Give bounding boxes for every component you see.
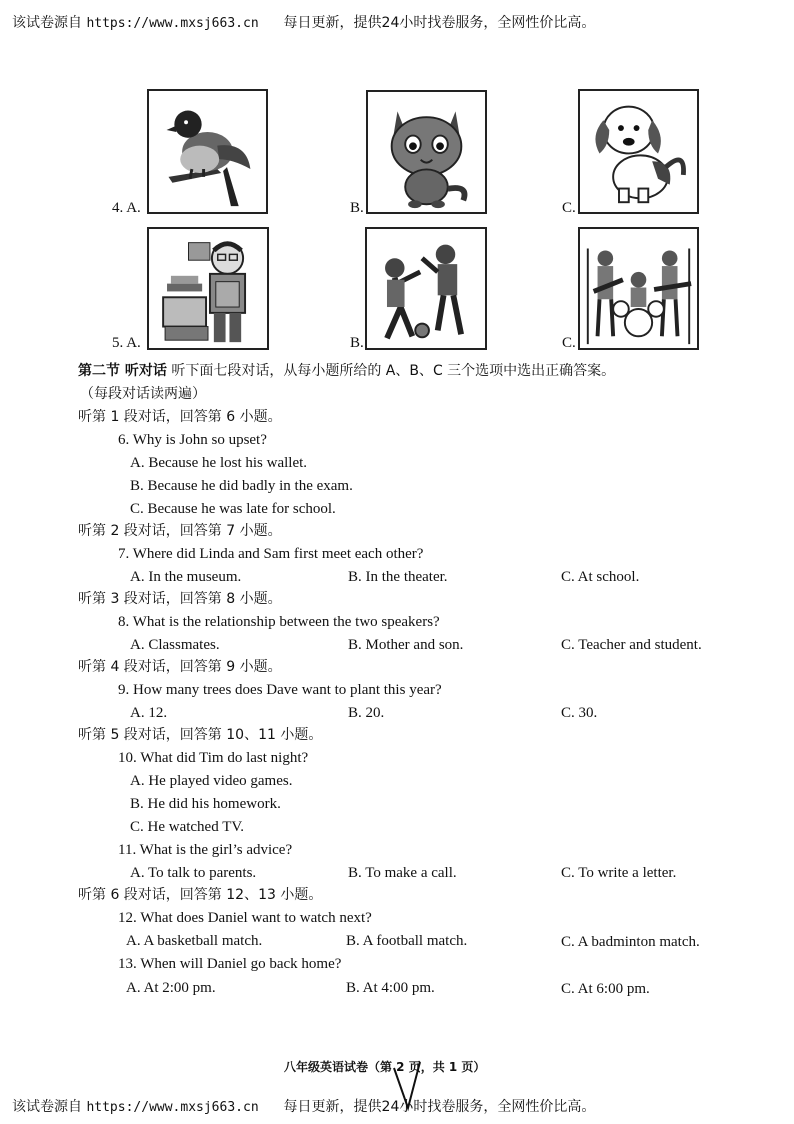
q7-option-b[interactable]: B. In the theater. [348, 569, 448, 585]
q4-option-a-label: 4. A. [112, 200, 141, 216]
q8-option-a[interactable]: A. Classmates. [130, 637, 220, 653]
q8-option-b[interactable]: B. Mother and son. [348, 637, 464, 653]
reading-man-icon [147, 227, 269, 350]
dialogue-intro-3: 听第 3 段对话，回答第 8 小题。 [78, 591, 282, 607]
footer-url[interactable]: https://www.mxsj663.cn [86, 1100, 259, 1115]
q10-stem: 10. What did Tim do last night? [118, 750, 309, 766]
cat-icon [366, 90, 487, 214]
q11-option-c[interactable]: C. To write a letter. [561, 865, 677, 881]
source-footer [12, 1096, 595, 1116]
band-icon [578, 227, 699, 350]
q8-stem: 8. What is the relationship between the two speakers? [118, 614, 440, 630]
q6-option-b[interactable]: B. Because he did badly in the exam. [130, 478, 353, 494]
q4-option-c-label: C. [562, 200, 576, 216]
q11-stem: 11. What is the girl’s advice? [118, 842, 293, 858]
footer-right-text: 每日更新，提供24小时找卷服务，全网性价比高。 [283, 1099, 596, 1115]
dialogue-intro-4: 听第 4 段对话，回答第 9 小题。 [78, 659, 282, 675]
section-note: （每段对话读两遍） [80, 386, 206, 402]
section-title: 第二节 听对话 [78, 363, 167, 379]
q10-option-a[interactable]: A. He played video games. [130, 773, 293, 789]
header-url[interactable]: https://www.mxsj663.cn [86, 16, 259, 31]
q7-option-a[interactable]: A. In the museum. [130, 569, 242, 585]
q10-option-b[interactable]: B. He did his homework. [130, 796, 281, 812]
q12-stem: 12. What does Daniel want to watch next? [118, 910, 372, 926]
q7-stem: 7. Where did Linda and Sam first meet each other? [118, 546, 424, 562]
dialogue-intro-6: 听第 6 段对话，回答第 12、13 小题。 [78, 887, 323, 903]
section-heading [78, 362, 615, 380]
q12-option-a[interactable]: A. A basketball match. [126, 933, 263, 949]
q9-option-a[interactable]: A. 12. [130, 705, 168, 721]
q10-option-c[interactable]: C. He watched TV. [130, 819, 245, 835]
q13-option-a[interactable]: A. At 2:00 pm. [126, 980, 216, 996]
basketball-players-icon [365, 227, 487, 350]
dog-icon [578, 89, 699, 214]
q8-option-c[interactable]: C. Teacher and student. [561, 637, 702, 653]
q13-stem: 13. When will Daniel go back home? [118, 956, 342, 972]
q6-stem: 6. Why is John so upset? [118, 432, 267, 448]
footer-left-text: 该试卷源自 [12, 1099, 82, 1115]
q13-option-b[interactable]: B. At 4:00 pm. [346, 980, 435, 996]
q5-option-b-label: B. [350, 335, 364, 351]
header-right-text: 每日更新，提供24小时找卷服务，全网性价比高。 [283, 15, 596, 31]
q9-option-b[interactable]: B. 20. [348, 705, 385, 721]
q12-option-b[interactable]: B. A football match. [346, 933, 468, 949]
source-header [12, 12, 595, 32]
q12-option-c[interactable]: C. A badminton match. [561, 934, 700, 950]
q11-option-b[interactable]: B. To make a call. [348, 865, 457, 881]
q11-option-a[interactable]: A. To talk to parents. [130, 865, 257, 881]
page-number-footer: 八年级英语试卷（第 2 页，共 1 页） [284, 1060, 486, 1074]
q6-option-a[interactable]: A. Because he lost his wallet. [130, 455, 308, 471]
q5-option-c-label: C. [562, 335, 576, 351]
q13-option-c[interactable]: C. At 6:00 pm. [561, 981, 650, 997]
dialogue-intro-2: 听第 2 段对话，回答第 7 小题。 [78, 523, 282, 539]
q9-option-c[interactable]: C. 30. [561, 705, 598, 721]
section-instruction: 听下面七段对话，从每小题所给的 A、B、C 三个选项中选出正确答案。 [171, 363, 616, 379]
dialogue-intro-1: 听第 1 段对话，回答第 6 小题。 [78, 409, 282, 425]
q9-stem: 9. How many trees does Dave want to plant this year? [118, 682, 442, 698]
dialogue-intro-5: 听第 5 段对话，回答第 10、11 小题。 [78, 727, 323, 743]
q5-option-a-label: 5. A. [112, 335, 141, 351]
q7-option-c[interactable]: C. At school. [561, 569, 640, 585]
header-left-text: 该试卷源自 [12, 15, 82, 31]
q6-option-c[interactable]: C. Because he was late for school. [130, 501, 336, 517]
q4-option-b-label: B. [350, 200, 364, 216]
bird-icon [147, 89, 268, 214]
